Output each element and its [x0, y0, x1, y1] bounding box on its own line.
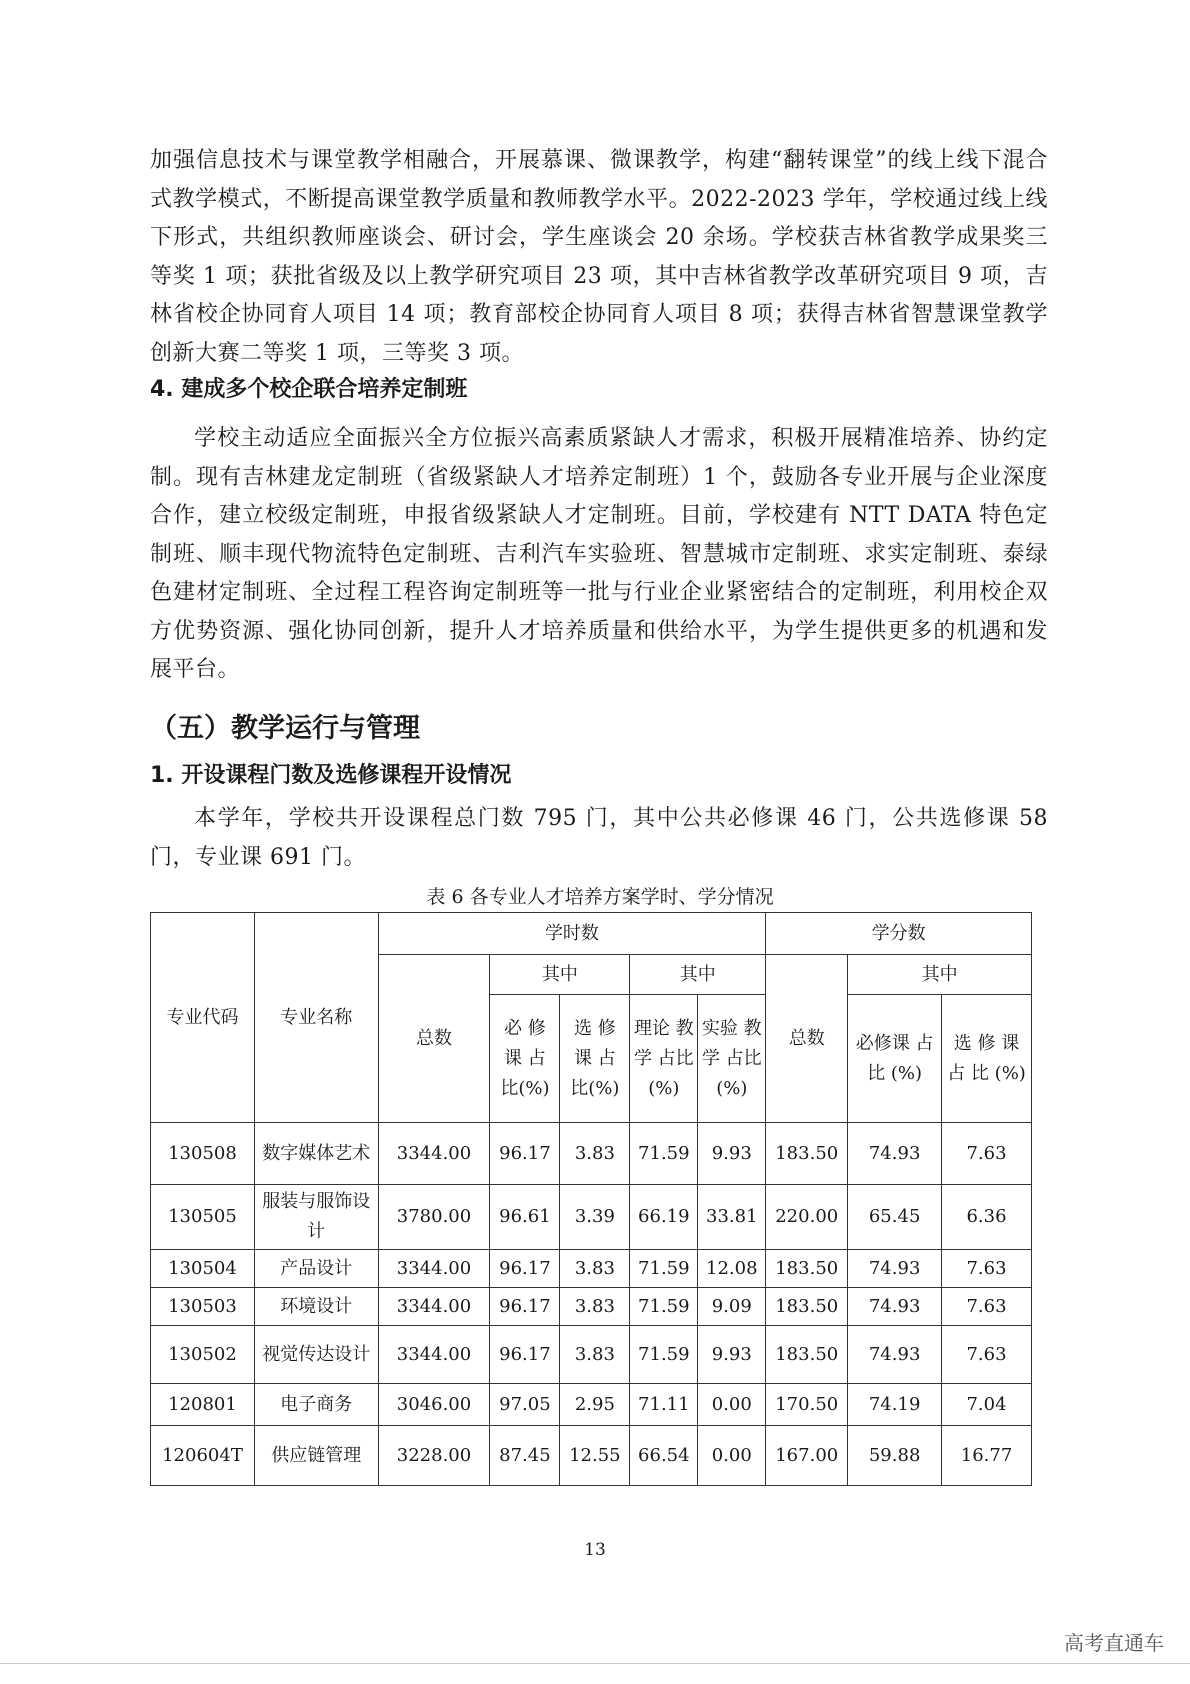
header-code: 专业代码 [151, 913, 255, 1123]
table-row [151, 1426, 1032, 1486]
table-caption: 表 6 各专业人才培养方案学时、学分情况 [426, 886, 774, 908]
table-cell: 0.00 [698, 1426, 766, 1486]
table-cell: 电子商务 [254, 1384, 378, 1426]
header-credit-elective: 选 修 课 占 比 (%) [942, 995, 1032, 1123]
table-cell: 71.11 [630, 1384, 698, 1426]
table-cell: 16.77 [942, 1426, 1032, 1486]
table-cell: 71.59 [630, 1288, 698, 1326]
table-cell: 3.83 [560, 1326, 630, 1384]
table-cell: 120801 [151, 1384, 255, 1426]
table-cell: 130505 [151, 1185, 255, 1250]
table-cell: 66.54 [630, 1426, 698, 1486]
header-among-3: 其中 [848, 955, 1032, 995]
table-cell: 183.50 [766, 1123, 848, 1185]
heading-1: 1. 开设课程门数及选修课程开设情况 [150, 763, 512, 788]
table-cell: 59.88 [848, 1426, 942, 1486]
table-cell: 环境设计 [254, 1288, 378, 1326]
table-cell: 130508 [151, 1123, 255, 1185]
table-cell: 产品设计 [254, 1250, 378, 1288]
table-cell: 7.63 [942, 1288, 1032, 1326]
table-cell: 3.83 [560, 1288, 630, 1326]
table-cell: 74.19 [848, 1384, 942, 1426]
table-row [151, 1250, 1032, 1288]
table-cell: 数字媒体艺术 [254, 1123, 378, 1185]
heading-4: 4. 建成多个校企联合培养定制班 [150, 377, 468, 402]
table-cell: 71.59 [630, 1123, 698, 1185]
table-cell: 120604T [151, 1426, 255, 1486]
table-cell: 3780.00 [378, 1185, 490, 1250]
table-cell: 220.00 [766, 1185, 848, 1250]
watermark: 高考直通车 [1064, 1631, 1164, 1655]
table-cell: 12.08 [698, 1250, 766, 1288]
table-cell: 7.04 [942, 1384, 1032, 1426]
table-cell: 33.81 [698, 1185, 766, 1250]
curriculum-table [150, 912, 1032, 1486]
table-row [151, 1326, 1032, 1384]
table-row [151, 1288, 1032, 1326]
paragraph-2: 学校主动适应全面振兴全方位振兴高素质紧缺人才需求，积极开展精准培养、协约定制。现有吉林建龙定制班（省级紧缺人才培养定制班）1 个，鼓励各专业开展与企业深度合作，建立校级定制班，申报省级紧缺人才定制班。目前，学校建有 NTT DATA 特色定制班、顺丰现代物流特色定制班、吉利汽车实验班、智慧城市定制班、求实定制班、泰绿色建材定制班、全过程工程咨询定制班等一批与行业企业紧密结合的定制班，利用校企双方优势资源、强化协同创新，提升人才培养质量和供给水平，为学生提供更多的机遇和发展平台。 [150, 426, 1048, 682]
table-cell: 3.83 [560, 1123, 630, 1185]
table-cell: 74.93 [848, 1326, 942, 1384]
table-cell: 12.55 [560, 1426, 630, 1486]
header-among-2: 其中 [630, 955, 766, 995]
table-cell: 87.45 [490, 1426, 560, 1486]
paragraph-1: 加强信息技术与课堂教学相融合，开展慕课、微课教学，构建“翻转课堂”的线上线下混合式教学模式，不断提高课堂教学质量和教师教学水平。2022-2023 学年，学校通过线上线下形式，共组织教师座谈会、研讨会，学生座谈会 20 余场。学校获吉林省教学成果奖三等奖 1 项；获批省级及以上教学研究项目 23 项，其中吉林省教学改革研究项目 9 项，吉林省校企协同育人项目 14 项；教育部校企协同育人项目 8 项；获得吉林省智慧课堂教学创新大赛二等奖 1 项，三等奖 3 项。 [150, 148, 1048, 366]
table-cell: 74.93 [848, 1123, 942, 1185]
table-cell: 9.09 [698, 1288, 766, 1326]
table-cell: 3.39 [560, 1185, 630, 1250]
header-lab: 实验 教学 占比 (%) [698, 995, 766, 1123]
header-credit-required: 必修课 占 比 (%) [848, 995, 942, 1123]
table-cell: 3344.00 [378, 1288, 490, 1326]
table-cell: 183.50 [766, 1288, 848, 1326]
header-theory: 理论 教学 占比 (%) [630, 995, 698, 1123]
table-cell: 96.17 [490, 1250, 560, 1288]
header-among-1: 其中 [490, 955, 630, 995]
page-number: 13 [584, 1540, 606, 1560]
table-cell: 0.00 [698, 1384, 766, 1426]
table-cell: 96.17 [490, 1326, 560, 1384]
header-credits: 学分数 [766, 913, 1032, 955]
table-cell: 74.93 [848, 1250, 942, 1288]
table-cell: 视觉传达设计 [254, 1326, 378, 1384]
table-row [151, 1123, 1032, 1185]
table-cell: 66.19 [630, 1185, 698, 1250]
table-cell: 3344.00 [378, 1326, 490, 1384]
table-cell: 130503 [151, 1288, 255, 1326]
header-name: 专业名称 [254, 913, 378, 1123]
header-elective: 选 修 课 占 比(%) [560, 995, 630, 1123]
table-cell: 96.17 [490, 1123, 560, 1185]
table-cell: 183.50 [766, 1326, 848, 1384]
table-row [151, 1185, 1032, 1250]
table-cell: 130504 [151, 1250, 255, 1288]
table-cell: 7.63 [942, 1123, 1032, 1185]
table-cell: 9.93 [698, 1326, 766, 1384]
table-cell: 9.93 [698, 1123, 766, 1185]
table-cell: 2.95 [560, 1384, 630, 1426]
header-total: 总数 [378, 955, 490, 1123]
table-cell: 6.36 [942, 1185, 1032, 1250]
table-cell: 3344.00 [378, 1250, 490, 1288]
table-cell: 71.59 [630, 1250, 698, 1288]
table-cell: 130502 [151, 1326, 255, 1384]
footer-rule [0, 1663, 1190, 1664]
table-cell: 65.45 [848, 1185, 942, 1250]
table-row [151, 1384, 1032, 1426]
table-cell: 96.17 [490, 1288, 560, 1326]
header-credit-total: 总数 [766, 955, 848, 1123]
table-cell: 3046.00 [378, 1384, 490, 1426]
table-cell: 71.59 [630, 1326, 698, 1384]
table-cell: 3344.00 [378, 1123, 490, 1185]
table-cell: 7.63 [942, 1250, 1032, 1288]
table-cell: 74.93 [848, 1288, 942, 1326]
table-cell: 3228.00 [378, 1426, 490, 1486]
table-cell: 供应链管理 [254, 1426, 378, 1486]
header-required: 必 修 课 占 比(%) [490, 995, 560, 1123]
table-cell: 170.50 [766, 1384, 848, 1426]
section-title-5: （五）教学运行与管理 [150, 713, 420, 744]
table-cell: 97.05 [490, 1384, 560, 1426]
table-cell: 服装与服饰设计 [254, 1185, 378, 1250]
paragraph-3: 本学年，学校共开设课程总门数 795 门，其中公共必修课 46 门，公共选修课 58 门，专业课 691 门。 [150, 806, 1048, 870]
table-cell: 96.61 [490, 1185, 560, 1250]
table-cell: 167.00 [766, 1426, 848, 1486]
table-cell: 183.50 [766, 1250, 848, 1288]
table-cell: 3.83 [560, 1250, 630, 1288]
table-cell: 7.63 [942, 1326, 1032, 1384]
header-hours: 学时数 [378, 913, 766, 955]
